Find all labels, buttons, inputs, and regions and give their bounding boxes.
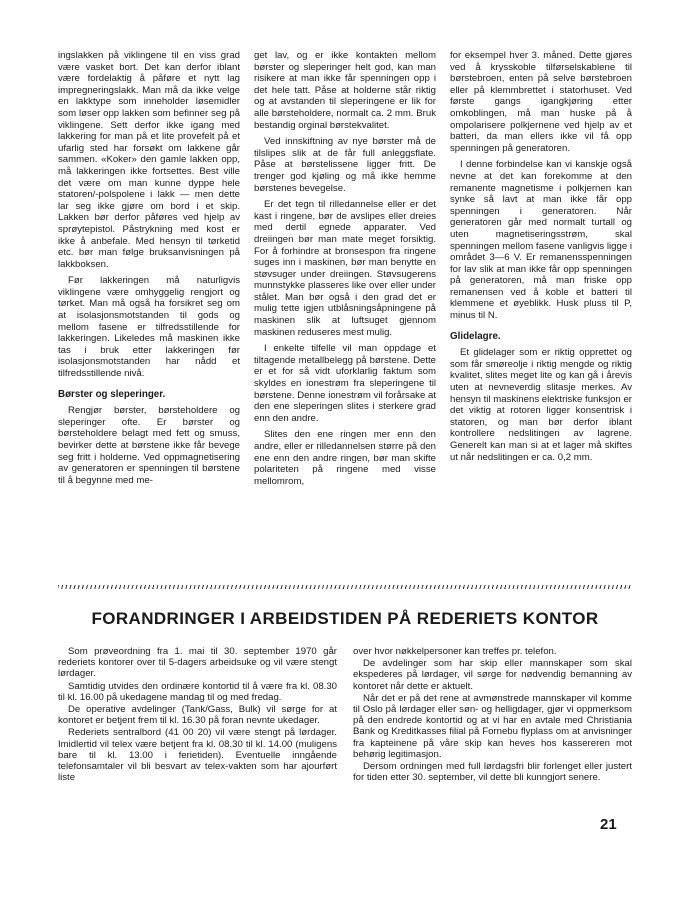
text-column-2 <box>254 50 436 580</box>
paragraph: Rengjør børster, børsteholdere og sleperinger ofte. Er børster og børsteholdere belagt med fett og smuss, bevirker dette at børstene ikke får bevege seg fritt i holderne. Ved oppmagnetisering av generatoren er spenningen til børstene til å begynne med me- <box>58 405 240 486</box>
paragraph: Før lakkeringen må naturligvis viklingene være omhyggelig rengjort og tørket. Man må også ha forsikret seg om at isolasjonsmotstanden til gods og mellom fasene er tilfredsstillende for lakkeringen. Likeledes må maskinen ikke tas i bruk etter lakkeringen før isolasjonsmotstanden har nådd et tilfredsstillende nivå. <box>58 275 240 380</box>
paragraph: I enkelte tilfelle vil man oppdage et tiltagende metallbelegg på børstene. Dette er et for så vidt uforklarlig faktum som skyldes en ionestrøm fra sleperingene til børstene. Denne ionestrøm vil forårsake at den ene sleperingen slites i sterkere grad enn den andre. <box>254 343 436 424</box>
paragraph: Er det tegn til rilledannelse eller er det kast i ringene, bør de avslipes eller dreies med dertil egnede apparater. Ved dreiingen bør man mate meget forsiktig. For å forhindre at bronsespon fra ringene suges inn i maskinen, bør man benytte en støvsuger under dreiingen. Støvsugerens munnstykke plasseres like over eller under stålet. Man bør også i den grad det er mulig tette igjen utblåsningsåpningene på maskinen slik at luftsuget gjennom maskinen reduseres mest mulig. <box>254 199 436 338</box>
article-title: FORANDRINGER I ARBEIDSTIDEN PÅ REDERIETS KONTOR <box>91 609 599 628</box>
section-heading: Børster og sleperinger. <box>58 388 166 400</box>
paragraph: over hvor nøkkelpersoner kan treffes pr. telefon. <box>353 646 557 657</box>
paragraph: Dersom ordningen med full lørdagsfri blir forlenget eller justert for tiden etter 30. september, vil dette bli kunngjort senere. <box>353 761 632 784</box>
text-column-3 <box>450 50 632 580</box>
paragraph: Som prøveordning fra 1. mai til 30. september 1970 går rederiets kontorer over til 5-dagers arbeidsuke og vil være stengt lørdager. <box>58 646 337 680</box>
paragraph: Slites den ene ringen mer enn den andre, eller er rilledannelsen større på den ene enn den andre ringen, bør man skifte polariteten på ringene med visse mellomrom, <box>254 429 436 487</box>
technical-article <box>58 50 632 580</box>
paragraph: ingslakken på viklingene til en viss grad være vasket bort. Det kan derfor iblant være fordelaktig å påføre et nytt lag impregneringslakk. Man må da ikke velge en lakktype som inneholder løsemidler som løser opp lakken som befinner seg på viklingene. Sett derfor ikke igang med lakkering for man på et lite provefelt på et ufarlig sted har forsøkt om lakkene går sammen. «Koker» den gamle lakken opp, må lakkeringen ikke fortsettes. Best ville det være om man kunne dyppe hele statoren/-polspolene i lakk — men dette lar seg ikke gjøre om bord i et skip. Lakken bør derfor påføres ved hjelp av sprøytepistol. Påstrykning med kost er ikke å anbefale. Med hensyn til tørketid etc. bør man følge bruksanvisningen på lakkboksen. <box>58 50 240 270</box>
notice-article <box>58 646 632 784</box>
paragraph: De operative avdelinger (Tank/Gass, Bulk) vil sørge for at kontoret er betjent frem til kl. 16.30 på foran nevnte ukedager. <box>58 704 337 727</box>
paragraph: get lav, og er ikke kontakten mellom børster og sleperinger helt god, kan man risikere at man ikke får spenningen opp i det hele tatt. Påse at holderne står riktig og at avstanden til sleperingene er lik for alle børsteholdere, normalt ca. 2 mm. Bruk bestandig orginal børstekvalitet. <box>254 50 436 131</box>
paragraph: Rederiets sentralbord (41 00 20) vil være stengt på lørdager. Imidlertid vil telex være betjent fra kl. 08.30 til kl. 14.00 (muligens bare til kl. 13.00 i ferietiden). Eventuelle inngående telefonsamtaler vil bli besvart av telex-vakten som har ajourført liste <box>58 727 337 784</box>
paragraph: De avdelinger som har skip eller mannskaper som skal ekspederes på lørdager, vil sørge for nødvendig bemanning av kontoret når dette er aktuelt. <box>353 658 632 692</box>
paragraph: Samtidig utvides den ordinære kontortid til å være fra kl. 08.30 til kl. 16.00 på ukedagene mandag til og med fredag. <box>58 680 337 703</box>
paragraph: Et glidelager som er riktig opprettet og som får smøreolje i riktig mengde og riktig kvalitet, slites meget lite og kan gå i årevis uten at nevneverdig slitasje merkes. Av hensyn til maskinens elektriske funksjon er det viktig at rotoren ligger konsentrisk i statoren, og man bør derfor iblant kontrollere nedslitingen av lagrene. Generelt kan man si at et lager må skiftes ut når nedslitingen er ca. 0,2 mm. <box>450 347 632 463</box>
section-heading: Glidelagre. <box>450 330 501 342</box>
paragraph: for eksempel hver 3. måned. Dette gjøres ved å krysskoble tilførselskablene til børstebroen, enten på selve børstebroen eller på klemmbrettet i statorhuset. Ved første gangs igangkjøring etter omkoblingen, må man huske på å ompolarisere polkjernene ved hjelp av et batteri, da man ellers ikke vil få opp spenningen på generatoren. <box>450 50 632 154</box>
page-number: 21 <box>600 816 617 833</box>
paragraph: I denne forbindelse kan vi kanskje også nevne at det kan forekomme at den remanente magnetisme i polkjernen kan synke så lavt at man ikke får opp spenningen i generatoren. Når generatoren går med normalt turtall og uten magnetiseringsstrøm, skal spenningen mellom fasene vanligvis ligge i området 3—6 V. Er remanensspenningen for lav slik at man ikke får opp spenningen på generatoren, må man friske opp remanensen ved å koble et batteri til klemmene et øyeblikk. Husk pluss til P, minus til N. <box>450 159 632 322</box>
paragraph: Ved innskiftning av nye børster må de tilslipes slik at de får full anleggsflate. Påse at børstelissene ligger fritt. De trenger god kjøling og må ikke hemme børstenes bevegelse. <box>254 136 436 194</box>
notice-column-right <box>353 646 632 784</box>
hatched-divider <box>58 585 632 589</box>
paragraph: Når det er på det rene at avmønstrede mannskaper vil komme til Oslo på lørdager eller søn- og helligdager, gjør vi oppmerksom på den endrede kontortid og at vi har en avtale med Christiania Bank og Kreditkasses filial på Fornebu flyplass om at anvisninger fra kapteinene på våre skip kan heves hos kassereren mot behørig legitimasjon. <box>353 692 632 760</box>
text-column-1 <box>58 50 240 580</box>
notice-column-left <box>58 646 337 784</box>
